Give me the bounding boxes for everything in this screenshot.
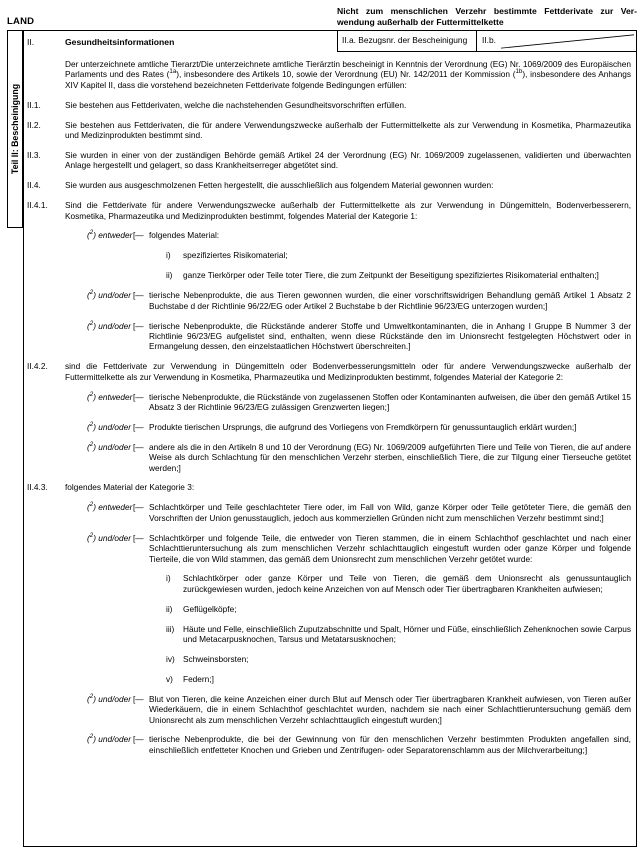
roman-numeral: v) [166,673,173,684]
section-ii-number: II. [27,37,35,47]
ref-cell-iib [477,31,636,51]
section-text: Sind die Fettderivate für andere Verwendungszwecke außerhalb der Futtermittelkette als zur Verwendung in Düngemitteln, Bodenverbesserern, Kosmetika, Pharmazeutika und Medizinprodukten bestimmt, folgendes Material der Kategorie 1: [65,200,631,221]
section-number: II.4. [27,180,41,191]
roman-numeral: i) [166,573,171,584]
option-label: ($^2$) und/oder [87,733,132,745]
option-text: Schlachtkörper und Teile geschlachteter Tiere oder, im Fall von Wild, ganze Körper oder Teile getöteter Tiere, die gemäß den Vorschriften der Union genusstauglich, jedoch aus kommerziellen Gründen nicht zum menschlichen Verzehr bestimmt sind;] [149,502,631,523]
section-number: II.2. [27,119,41,130]
section-text: Der unterzeichnete amtliche Tierarzt/Die unterzeichnete amtliche Tierärztin bescheinigt in Kenntnis der Verordnung (EG) Nr. 1069/2009 des Europäischen Parlaments und des Rates ($^{1a}$), insbesondere des Artikels 10, sowie der Verordnung (EU) Nr. 142/2011 der Kommission ($^{1b}$), insbesondere des Anhangs XIV Kapitel II, dass die vorstehend bezeichneten Fettderivate folgende Bedingungen erfüllen: [65,59,632,90]
option-row [27,230,631,240]
subitem-text: Häute und Felle, einschließlich Zuputzabschnitte und Spalt, Hörner und Füße, einschließlich Zehenknochen sowie Carpus und Metacarpusknochen, Tarsus und Metatarsusknochen; [183,623,631,645]
section-paragraph [27,150,631,171]
option-row [27,442,631,473]
section-number: II.1. [27,99,41,110]
option-row [27,502,631,523]
option-row [27,694,631,725]
option-label: ($^2$) und/oder [87,692,132,704]
ref-cell-certificate-number: II.a. Bezugsnr. der Bescheinigung [338,31,477,51]
option-label: ($^2$) entweder [87,390,133,402]
section-text: Sie bestehen aus Fettderivaten, welche die nachstehenden Gesundheitsvorschriften erfüllen. [65,99,407,110]
section-number: II.4.3. [27,482,48,493]
reference-table [337,30,637,52]
roman-numeral: iii) [166,623,175,634]
option-row [27,422,631,432]
option-label: ($^2$) und/oder [87,319,132,331]
document-title-line-2: wendung außerhalb der Futtermittelkette [337,16,504,27]
option-row [27,290,631,311]
section-text: sind die Fettderivate zur Verwendung in Düngemitteln oder Bodenverbesserungsmitteln oder für andere Verwendungszwecke außerhalb der Futtermittelkette als zur Verwendung in Kosmetika, Pharmazeutika und Medizinprodukten bestimmt, folgendes Material der Kategorie 2: [65,361,631,382]
bracket-dash: [— [133,441,144,452]
bracket-dash: [— [133,391,144,402]
option-text: Blut von Tieren, die keine Anzeichen einer durch Blut auf Mensch oder Tier übertragbaren Krankheit aufwiesen, von Tieren außer Wiederkäuern, die in einem Schlachthof geschlachtet wurden, nachdem sie nach einer Schlachttieruntersuchung gemäß dem Unionsrecht als zum menschlichen Verzehr schlachttauglich eingestuft wurden;] [149,693,631,725]
bracket-dash: [— [133,693,144,704]
bracket-dash: [— [133,320,144,331]
land-label: LAND [7,16,35,27]
option-row [27,533,631,685]
option-text: tierische Nebenprodukte, die Rückstände von zugelassenen Stoffen oder Kontaminanten aufweisen, die über den gemäß Artikel 15 Absatz 3 der Richtlinie 96/23/EG zulässigen Grenzwerten liegen;] [149,391,631,412]
section-text: folgendes Material der Kategorie 3: [65,482,195,493]
subitem-text: Geflügelköpfe; [183,603,237,614]
bracket-dash: [— [133,421,144,432]
section-number [27,59,65,90]
section-paragraph [27,180,631,190]
section-number: II.3. [27,149,41,160]
bracket-dash: [— [133,734,144,745]
subitem-text: spezifiziertes Risikomaterial; [183,250,288,261]
option-text: Produkte tierischen Ursprungs, die aufgrund des Vorliegens von Fremdkörpern für genussuntauglich erklärt wurden;] [149,421,577,432]
section-text: Sie bestehen aus Fettderivaten, die für andere Verwendungszwecke außerhalb der Futtermittelkette als zur Verwendung in Kosmetika, Pharmazeutika und Medizinprodukten bestimmt sind. [65,119,631,141]
bracket-dash: [— [133,290,144,301]
part-ii-sidebar [7,30,23,228]
bracket-dash: [— [133,532,144,543]
roman-numeral: ii) [166,270,173,281]
section-number: II.4.1. [27,200,48,211]
option-text: tierische Nebenprodukte, die Rückstände anderer Stoffe und Umweltkontaminanten, die in Anhang I Gruppe B Nummer 3 der Richtlinie 96/23/EG aufgelistet sind, enthalten, wenn diese Rückstände den im Unionsrecht festgelegten Höchstwert oder in Ermangelung dessen, den einzelstaatlichen Höchstwert überschreiten.] [149,320,631,352]
option-text: Schlachtkörper und folgende Teile, die entweder von Tieren stammen, die in einem Schlachthof geschlachtet und nach einer Schlachttieruntersuchung als zum menschlichen Verzehr schlachttauglich eingestuft wurden oder ganze Körper und folgende Tierteile, die von Wild stammen, das gemäß dem Unionsrecht zum menschlichen Verzehr getötet wurde: [149,532,631,564]
roman-subitem [149,654,631,664]
section-paragraph [27,59,631,90]
section-text: Sie wurden aus ausgeschmolzenen Fetten hergestellt, die ausschließlich aus folgendem Material gewonnen wurden: [65,180,494,191]
section-paragraph [27,100,631,110]
section-paragraph [27,120,631,141]
option-text: tierische Nebenprodukte, die aus Tieren gewonnen wurden, die einer vorschriftswidrigen Behandlung gemäß Artikel 1 Absatz 2 Buchstabe d der Richtlinie 96/22/EG oder Artikel 2 Buchstabe b der Richtlinie 96/23/EG unterzogen wurden;] [149,290,631,311]
section-paragraph [27,200,631,221]
bracket-dash: [— [133,230,144,241]
option-label: ($^2$) und/oder [87,440,132,452]
section-paragraph [27,361,631,382]
part-ii-sidebar-label: Teil II: Bescheinigung [10,83,21,175]
section-text: Sie wurden in einer von der zuständigen Behörde gemäß Artikel 24 der Verordnung (EG) Nr. 1069/2009 zugelassenen, validierten und überwachten Anlage hergestellt und gelagert, so dass Krankheitserreger abgetötet sind. [65,149,631,171]
document-title [337,6,637,27]
option-label: ($^2$) und/oder [87,531,132,543]
section-paragraph [27,482,631,492]
ref-cell-iib-label: II.b. [482,35,496,45]
section-number: II.4.2. [27,361,48,372]
option-label: ($^2$) und/oder [87,420,132,432]
subitem-text: Federn;] [183,673,214,684]
roman-subitem [149,674,631,684]
document-title-line-1: Nicht zum menschlichen Verzehr bestimmte Fettderivate zur Ver- [337,6,637,16]
strikethrough-diagonal-line [477,31,636,51]
section-ii-title: Gesundheitsinformationen [65,37,175,47]
option-text: andere als die in den Artikeln 8 und 10 der Verordnung (EG) Nr. 1069/2009 aufgeführten Tiere und Teile von Tieren, die auf andere Weise als durch Schlachtung für den menschlichen Verzehr sterben, einschließlich Tiere, die zur Tilgung einer Tierseuche getötet werden;] [149,441,631,473]
certificate-content [27,59,631,755]
subitem-text: Schlachtkörper oder ganze Körper und Teile von Tieren, die gemäß dem Unionsrecht als genussuntauglich zurückgewiesen wurden, jedoch keine Anzeichen von auf Mensch oder Tier übertragbaren Krankheiten aufwiesen; [183,573,631,594]
option-text: folgendes Material: [149,230,220,241]
roman-numeral: i) [166,250,171,261]
option-row [27,734,631,755]
option-row [27,321,631,352]
roman-subitem [149,573,631,594]
subitem-text: Schweinsborsten; [183,653,249,664]
roman-numeral: ii) [166,603,173,614]
roman-subitem [27,250,631,260]
roman-subitem [27,270,631,280]
bracket-dash: [— [133,502,144,513]
roman-subitem [149,624,631,645]
roman-numeral: iv) [166,653,175,664]
option-text: tierische Nebenprodukte, die bei der Gewinnung von für den menschlichen Verzehr bestimmten Produkten angefallen sind, einschließlich entfetteter Knochen und Grieben und Zentrifugen- oder Separatorenschlamm aus der Milchverarbeitung;] [149,734,631,755]
option-row [27,392,631,413]
roman-subitem [149,604,631,614]
section-ii-header [27,37,174,47]
option-label: ($^2$) entweder [87,229,133,241]
option-label: ($^2$) entweder [87,501,133,513]
subitem-text: ganze Tierkörper oder Teile toter Tiere, die zum Zeitpunkt der Beseitigung spezifiziertes Risikomaterial enthalten;] [183,270,599,281]
option-label: ($^2$) und/oder [87,289,132,301]
